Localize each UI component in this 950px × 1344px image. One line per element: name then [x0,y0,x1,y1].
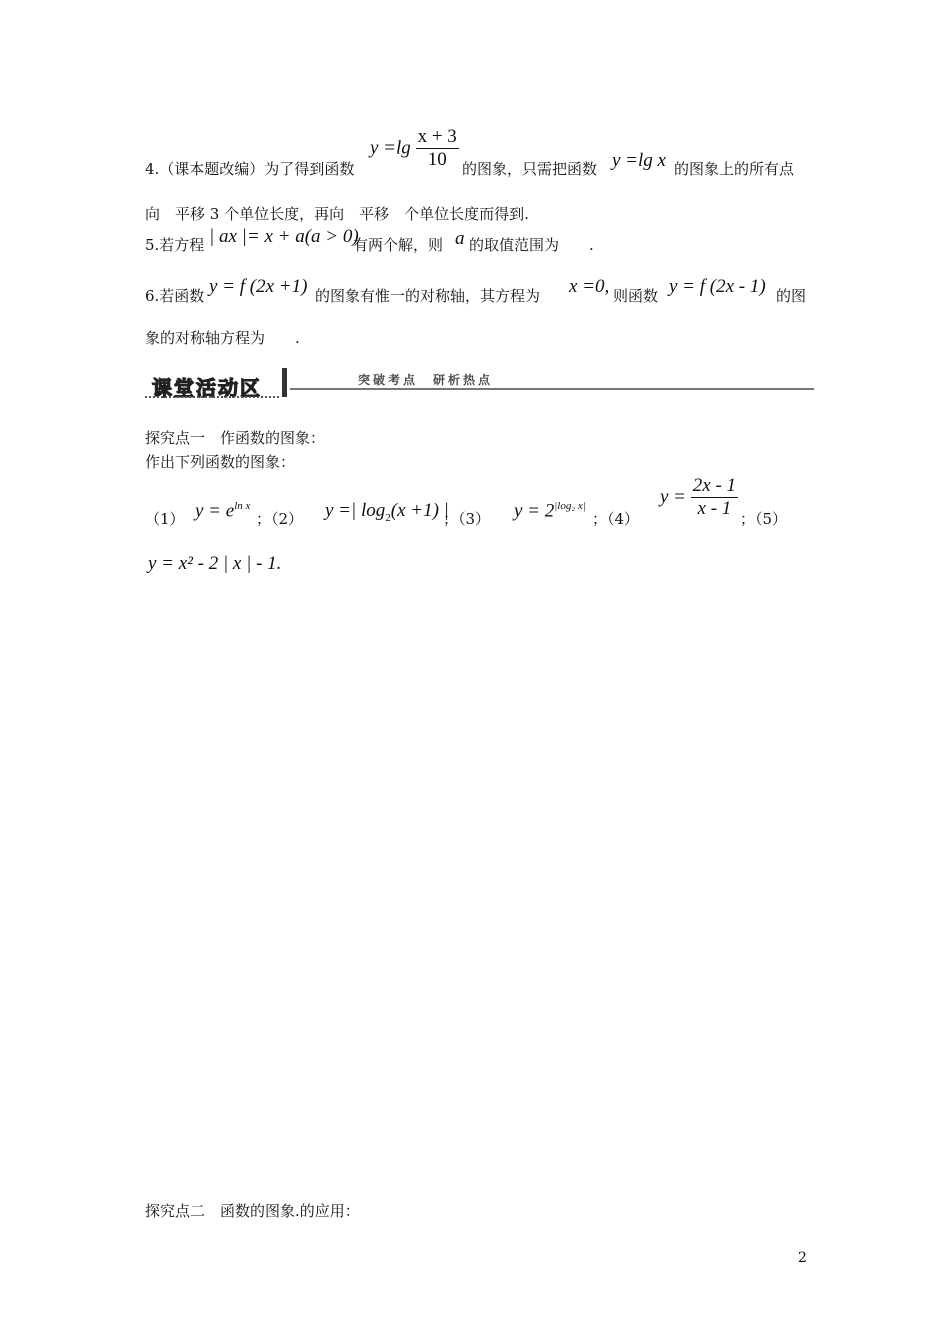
section-banner-title: 课堂活动区 [152,376,262,400]
item1-formula [195,500,250,522]
item4-frac-den: x - 1 [697,498,732,519]
item2-tail: (x +1) | [390,500,449,521]
q6-line2: 象的对称轴方程为 . [145,329,300,347]
item1-exponent: ln x [234,500,251,512]
item4-frac-num: 2x - 1 [692,475,737,496]
q4-formula [370,126,459,171]
item4-lhs: y = [660,486,687,508]
q6-formula2: x =0, [569,276,610,297]
section1-instruction: 作出下列函数的图象： [145,453,296,471]
section1-heading: 探究点一 作函数的图象： [145,429,326,447]
item1-base: y = e [195,500,235,522]
q4-formula2: y =lg x [612,150,666,171]
q4-frac-num: x + 3 [417,126,457,147]
item2-number: ；（2） [256,510,304,528]
q4-line2: 向 平移 3 个单位长度，再向 平移 个单位长度而得到. [145,205,529,223]
item2-subscript: 2 [385,511,391,524]
item5-number: ；（5） [740,510,788,528]
section-banner-subtitle: 突破考点 研析热点 [358,373,494,387]
item2-formula [325,500,449,524]
item4-formula [660,475,738,520]
q4-frac-den: 10 [427,149,447,170]
q6-formula3: y = f (2x - 1) [669,276,766,297]
q5-formula: | ax |= x + a(a > 0) [209,226,359,247]
q6-mid1: 的图象有惟一的对称轴，其方程为 [315,287,541,305]
q4-fraction [416,126,459,171]
q4-prefix: 4.（课本题改编）为了得到函数 [145,160,355,178]
banner-rule [290,388,814,390]
q5-prefix: 5.若方程 [145,236,205,254]
q4-suffix: 的图象上的所有点 [674,160,795,178]
item3-formula [514,500,586,522]
q5-suffix: 的取值范围为 . [469,236,594,254]
q6-mid2: 则函数 [613,287,659,305]
q4-mid: 的图象，只需把函数 [462,160,598,178]
item5-formula: y = x² - 2 | x | - 1. [148,553,282,574]
item3-number: ；（3） [443,510,491,528]
q6-formula1: y = f (2x +1) [209,276,308,297]
item3-base: y = 2 [514,500,555,522]
q6-suffix: 的图 [776,287,807,305]
q6-prefix: 6.若函数 [145,287,205,305]
item4-number: ；（4） [592,510,640,528]
q5-var: a [455,228,465,249]
item4-fraction [691,475,738,520]
q4-formula-lhs: y =lg [370,137,411,159]
section2-heading: 探究点二 函数的图象.的应用： [145,1202,360,1220]
banner-divider-bar [282,368,287,397]
banner-dotted-underline [145,396,279,398]
item2-head: y =| log [325,500,386,521]
page-number: 2 [798,1250,807,1266]
item3-exponent: |log₂ x| [554,500,586,512]
item1-number: （1） [145,510,185,528]
q5-mid: 有两个解，则 [353,236,444,254]
